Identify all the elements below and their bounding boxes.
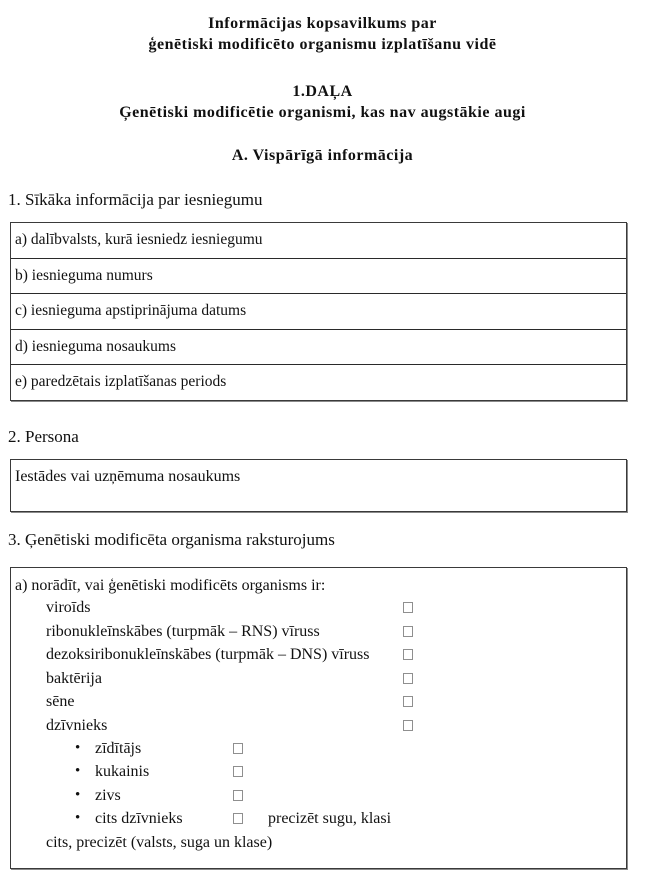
checkbox-dns-virus[interactable] bbox=[403, 649, 413, 660]
option-row-dzivnieks bbox=[11, 714, 626, 738]
sub-option-label: zīdītājs bbox=[95, 740, 142, 757]
title-line-2: ģenētiski modificēto organismu izplatīšanu vidē bbox=[148, 36, 497, 53]
application-info-table bbox=[10, 222, 627, 401]
section-a-heading bbox=[0, 145, 645, 166]
option-label: baktērija bbox=[46, 669, 102, 687]
table-row-b: b) iesnieguma numurs bbox=[11, 259, 626, 295]
part-heading bbox=[0, 81, 645, 123]
sub-option-label: kukainis bbox=[95, 763, 150, 781]
option-row-sene bbox=[11, 690, 626, 714]
checkbox-ziditajs[interactable] bbox=[233, 743, 243, 754]
option-label: ribonukleīnskābes (turpmāk – RNS) vīruss bbox=[46, 622, 320, 640]
option-label: dzīvnieks bbox=[46, 716, 108, 734]
sub-option-label: zivs bbox=[95, 786, 121, 804]
section-3-heading: 3. Ģenētiski modificēta organisma raksturojums bbox=[8, 530, 335, 549]
sub-option-suffix: precizēt sugu, klasi bbox=[268, 809, 392, 827]
table-row-a: a) dalībvalsts, kurā iesniedz iesniegumu bbox=[11, 223, 626, 259]
checkbox-bakterija[interactable] bbox=[403, 673, 413, 684]
section-1-heading: 1. Sīkāka informācija par iesniegumu bbox=[8, 190, 263, 209]
table-row-d: d) iesnieguma nosaukums bbox=[11, 330, 626, 366]
table-row-e: e) paredzētais izplatīšanas periods bbox=[15, 373, 227, 390]
bullet-icon: • bbox=[75, 763, 81, 780]
sub-option-row-ziditajs bbox=[11, 737, 626, 760]
sub-option-row-cits-dzivnieks bbox=[11, 807, 626, 830]
person-box-label: Iestādes vai uzņēmuma nosaukums bbox=[15, 468, 241, 485]
sub-option-row-zivs bbox=[11, 784, 626, 807]
checkbox-sene[interactable] bbox=[403, 696, 413, 707]
sub-option-row-kukainis bbox=[11, 760, 626, 783]
sub-option-label: cits dzīvnieks bbox=[95, 809, 183, 827]
bullet-icon: • bbox=[75, 786, 81, 803]
part-title: 1.DAĻA bbox=[292, 83, 353, 100]
organism-type-box bbox=[10, 567, 627, 869]
checkbox-rns-virus[interactable] bbox=[403, 626, 413, 637]
document-title bbox=[0, 13, 645, 55]
option-row-bakterija bbox=[11, 667, 626, 691]
option-label: sēne bbox=[46, 693, 75, 710]
option-row-viroids bbox=[11, 596, 626, 620]
part-subtitle: Ģenētiski modificētie organismi, kas nav augstākie augi bbox=[119, 104, 526, 121]
bullet-icon: • bbox=[75, 740, 81, 756]
other-specify-line: cits, precizēt (valsts, suga un klase) bbox=[46, 833, 273, 851]
organism-type-intro: a) norādīt, vai ģenētiski modificēts organisms ir: bbox=[15, 577, 326, 594]
option-row-rns-virus bbox=[11, 620, 626, 644]
option-label: viroīds bbox=[46, 599, 91, 616]
section-a-title: A. Vispārīgā informācija bbox=[231, 147, 414, 164]
checkbox-viroids[interactable] bbox=[403, 602, 413, 613]
checkbox-kukainis[interactable] bbox=[233, 766, 243, 777]
table-row-c: c) iesnieguma apstiprinājuma datums bbox=[11, 294, 626, 330]
checkbox-zivs[interactable] bbox=[233, 790, 243, 801]
person-box bbox=[10, 459, 627, 512]
option-row-dns-virus bbox=[11, 643, 626, 667]
checkbox-cits-dzivnieks[interactable] bbox=[233, 813, 243, 824]
bullet-icon: • bbox=[75, 809, 81, 826]
option-label: dezoksiribonukleīnskābes (turpmāk – DNS) vīruss bbox=[46, 646, 370, 663]
section-2-heading: 2. Persona bbox=[8, 427, 79, 446]
checkbox-dzivnieks[interactable] bbox=[403, 720, 413, 731]
title-line-1: Informācijas kopsavilkums par bbox=[208, 15, 437, 32]
